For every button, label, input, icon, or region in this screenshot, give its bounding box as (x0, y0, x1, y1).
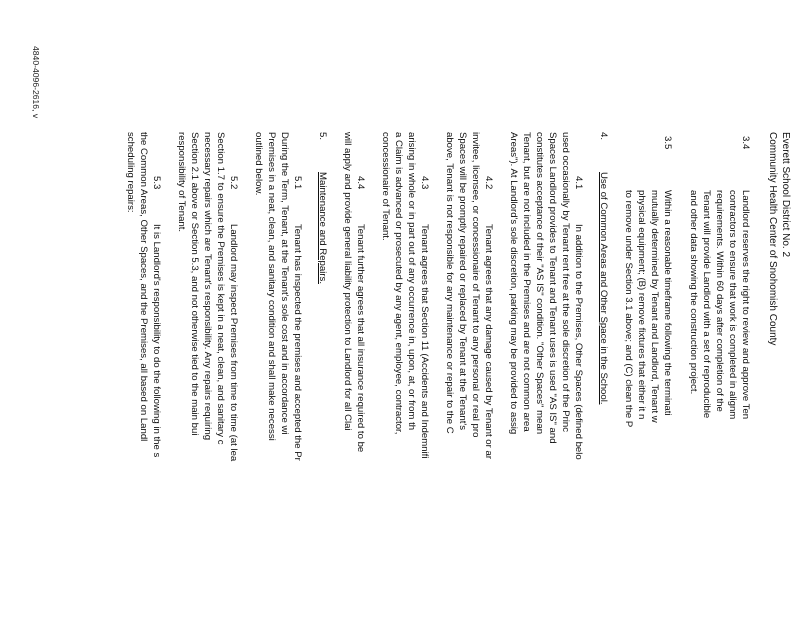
section-5-1-line: Premises in a neat, clean, and sanitary condition and shall make necessi (266, 132, 277, 441)
section-5-1-line: During the Term, Tenant, at the Tenant's sole cost and in accordance wi (279, 132, 290, 435)
section-4-1-line: used occasionally by Tenant rent free at the sole discretion of the Princ (560, 132, 571, 433)
section-4-number: 4. (598, 132, 609, 141)
section-5-3-line: the Common Areas, Other Spaces, and the Premises, all based on Landl (138, 132, 149, 442)
section-5-3-line: scheduling repairs: (125, 132, 136, 213)
section-3-5-line: physical equipment; (B) remove fixtures that either it n (636, 190, 647, 420)
section-4-1-line: Tenant, but are not included in the Premises and are not common area (521, 132, 532, 432)
section-4-2-number: 4.2 (483, 176, 494, 190)
section-3-5-line: mutually determined by Tenant and Landlord, Tenant w (649, 190, 660, 423)
section-4-1-line: Spaces Landlord provides to Tenant and Tenant uses is used "AS IS" and (547, 132, 558, 444)
header-line-district: Everett School District No. 2 (780, 132, 791, 258)
section-4-4-number: 4.4 (355, 176, 366, 190)
section-3-5-line: Within a reasonable timeframe following the terminati (662, 190, 673, 416)
section-3-4-line: Landlord reserves the right to review and approve Ten (740, 190, 751, 420)
section-4-2-line: Spaces will be promptly repaired or replaced by Tenant at the Tenant's (457, 132, 468, 430)
section-4-1-line: Areas"). At Landlord's sole discretion, parking may be provided to assig (508, 132, 519, 435)
section-4-4-line: Tenant further agrees that all insurance required to be (355, 224, 366, 453)
section-4-2-line: invitee, licensee, or concessionaire of Tenant to any personal or real pro (470, 132, 481, 438)
section-3-4-line: and other data showing the construction project. (688, 190, 699, 395)
section-5-2-line: Landlord may inspect Premises from time to time (at lea (228, 224, 239, 462)
section-5-1-number: 5.1 (292, 176, 303, 190)
section-5-1-line: outlined below. (253, 132, 264, 196)
section-4-2-line: Tenant agrees that any damage caused by Tenant or ar (483, 224, 494, 460)
section-5-2-line: responsibility of Tenant. (176, 132, 187, 233)
section-3-4-line: contractors to ensure that work is completed in alignm (727, 190, 738, 420)
section-5-2-number: 5.2 (228, 176, 239, 190)
section-5-3-number: 5.3 (151, 176, 162, 190)
section-4-4-line: will apply and provide general liability protection to Landlord for all Clai (342, 132, 353, 431)
section-3-4-number: 3.4 (740, 136, 751, 150)
section-5-number: 5. (317, 132, 328, 141)
section-5-heading: Maintenance and Repairs. (317, 172, 328, 284)
section-5-2-line: Section 1.7 to ensure the Premises is kept in a neat, clean, and sanitary c (215, 132, 226, 445)
section-3-4-line: requirements. Within 60 days after completion of the (714, 190, 725, 412)
section-4-3-line: Tenant agrees that Section 11 (Accidents and Indemnifi (419, 224, 430, 459)
document-footer-id: 4840-4096-2616, v (31, 46, 41, 119)
section-4-heading: Use of Common Areas and Other Space in the School. (598, 172, 609, 405)
section-3-5-line: to remove under Section 3.1 above; and (C) clean the P (623, 190, 634, 428)
section-3-4-line: Tenant will provide Landlord with a set of reproducible (701, 190, 712, 419)
section-4-3-line: arising in whole or in part out of any occurrence in, upon, at, or from th (406, 132, 417, 431)
section-4-2-line: above, Tenant is not responsible for any maintenance or repair to the C (444, 132, 455, 434)
section-4-3-line: concessionaire of Tenant. (380, 132, 391, 241)
section-4-3-line: a Claim is advanced or prosecuted by any agent, employee, contractor, (393, 132, 404, 435)
section-4-1-line: In addition to the Premises, Other Spaces (defined belo (573, 224, 584, 460)
section-4-3-number: 4.3 (419, 176, 430, 190)
section-5-2-line: Section 2.1 above or Section 5.3, and not otherwise tied to the main bui (189, 132, 200, 436)
section-3-5-number: 3.5 (662, 136, 673, 150)
section-4-1-line: constitutes acceptance of their "AS IS" condition. "Other Spaces" mean (534, 132, 545, 435)
section-5-2-line: necessary repairs which are Tenant's responsibility. Any repairs requiring (202, 132, 213, 441)
section-4-1-number: 4.1 (573, 176, 584, 190)
header-line-health-center: Community Health Center of Snohomish County (767, 132, 778, 346)
section-5-1-line: Tenant has inspected the premises and accepted the Pr (292, 224, 303, 461)
section-5-3-line: It is Landlord's responsibility to do the following in the s (151, 224, 162, 458)
